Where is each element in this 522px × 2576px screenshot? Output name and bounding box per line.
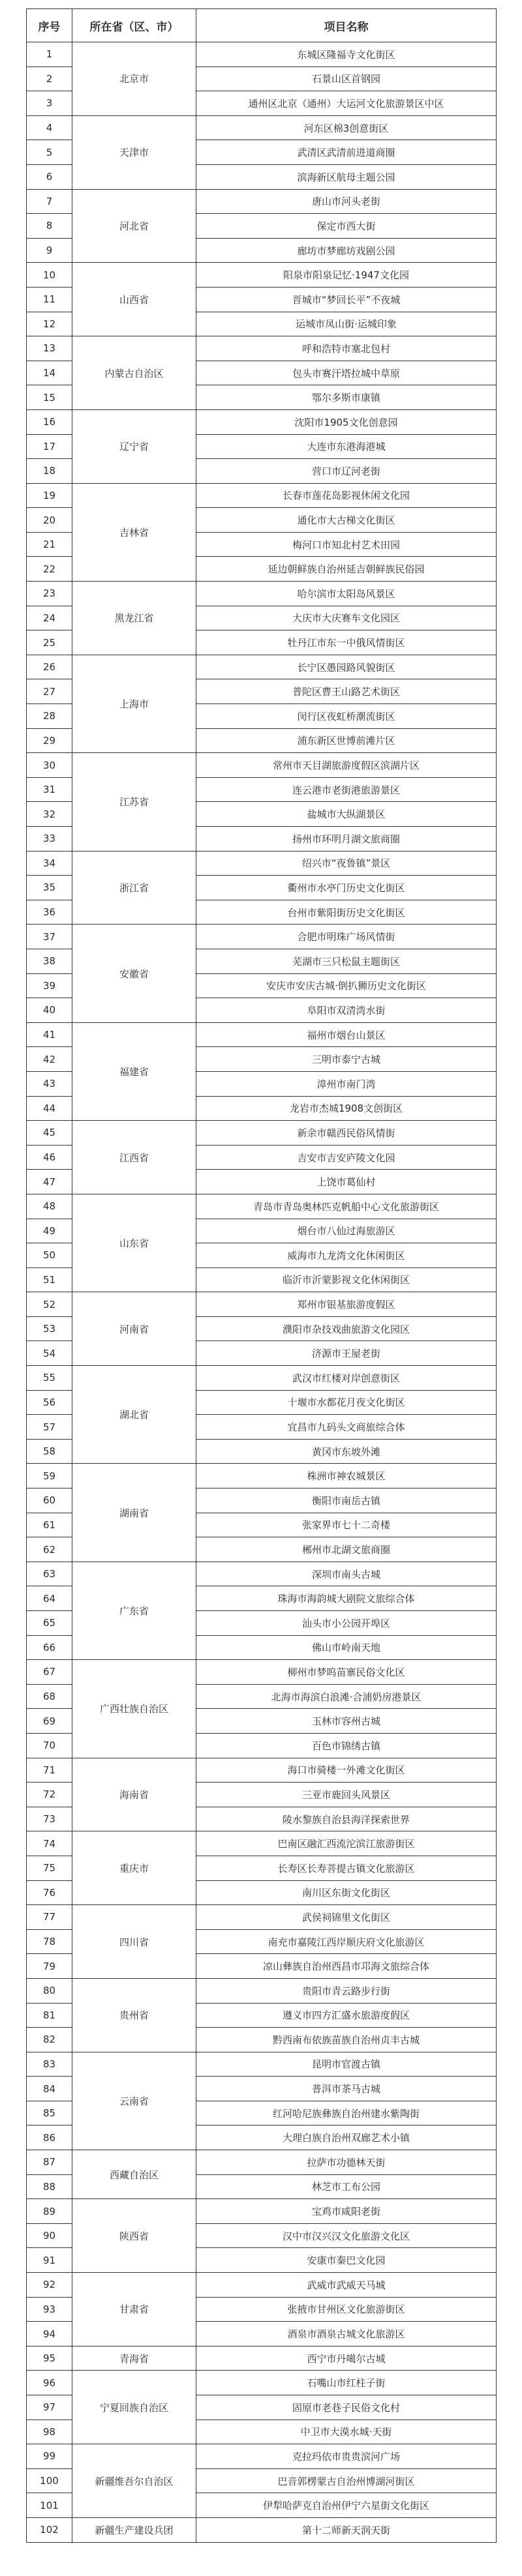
- project-name-cell: 林芝市工布公园: [196, 2174, 497, 2199]
- project-name-cell: 昆明市官渡古镇: [196, 2052, 497, 2077]
- project-name-cell: 濮阳市杂技戏曲旅游文化园区: [196, 1316, 497, 1341]
- project-name-cell: 石嘴山市红柱子街: [196, 2371, 497, 2395]
- project-name-cell: 第十二师新天润天街: [196, 2517, 497, 2542]
- project-name-cell: 克拉玛依市贵贵滨河广场: [196, 2444, 497, 2469]
- project-name-cell: 黄冈市东坡外滩: [196, 1439, 497, 1464]
- project-name-cell: 合肥市明珠广场风情街: [196, 925, 497, 949]
- row-number: 52: [27, 1292, 72, 1317]
- table-row: [27, 2517, 497, 2542]
- row-number: 70: [27, 1733, 72, 1758]
- project-name-cell: 运城市凤山街·运城印象: [196, 312, 497, 336]
- province-cell: 陕西省: [72, 2199, 196, 2273]
- project-name-cell: 牡丹江市东一中俄风情街区: [196, 630, 497, 655]
- project-name-cell: 遵义市四方汇盛水旅游度假区: [196, 2003, 497, 2028]
- row-number: 88: [27, 2174, 72, 2199]
- row-number: 90: [27, 2223, 72, 2248]
- row-number: 12: [27, 312, 72, 336]
- project-name-cell: 长春市莲花岛影视休闲文化园: [196, 483, 497, 508]
- project-name-cell: 保定市西大街: [196, 214, 497, 239]
- row-number: 68: [27, 1684, 72, 1709]
- table-row: [27, 2346, 497, 2371]
- project-name-cell: 柳州市梦呜苗寨民俗文化区: [196, 1660, 497, 1685]
- project-name-cell: 闵行区夜虹桥潮流街区: [196, 704, 497, 729]
- row-number: 10: [27, 263, 72, 288]
- province-cell: 湖南省: [72, 1464, 196, 1562]
- table-row: [27, 1292, 497, 1317]
- row-number: 20: [27, 508, 72, 533]
- row-number: 6: [27, 164, 72, 189]
- table-row: [27, 582, 497, 606]
- project-name-cell: 深圳市南头古城: [196, 1562, 497, 1586]
- table-row: [27, 2444, 497, 2469]
- row-number: 35: [27, 876, 72, 900]
- project-name-cell: 芜湖市三只松鼠主题街区: [196, 949, 497, 973]
- project-name-cell: 威海市九龙湾文化休闲街区: [196, 1243, 497, 1268]
- row-number: 95: [27, 2346, 72, 2371]
- row-number: 80: [27, 1978, 72, 2003]
- project-name-cell: 长寿区长寿菩提古镇文化旅游区: [196, 1856, 497, 1880]
- row-number: 17: [27, 434, 72, 459]
- table-row: [27, 753, 497, 778]
- row-number: 13: [27, 336, 72, 361]
- project-name-cell: 营口市辽河老街: [196, 459, 497, 484]
- province-cell: 海南省: [72, 1758, 196, 1831]
- row-number: 23: [27, 582, 72, 606]
- project-list-sheet: [26, 8, 496, 2543]
- table-row: [27, 1366, 497, 1391]
- project-name-cell: 武清区武清前进道商圈: [196, 140, 497, 165]
- table-row: [27, 1660, 497, 1685]
- province-cell: 江苏省: [72, 753, 196, 851]
- project-name-cell: 百色市锦绣古镇: [196, 1733, 497, 1758]
- row-number: 66: [27, 1635, 72, 1660]
- project-name-cell: 绍兴市“夜鲁镇”景区: [196, 851, 497, 876]
- row-number: 32: [27, 802, 72, 827]
- province-cell: 安徽省: [72, 925, 196, 1022]
- project-name-cell: 大庆市大庆赛车文化园区: [196, 606, 497, 630]
- province-cell: 山西省: [72, 263, 196, 336]
- project-name-cell: 通州区北京（通州）大运河文化旅游景区中区: [196, 91, 497, 116]
- row-number: 5: [27, 140, 72, 165]
- project-name-cell: 新余市赣西民俗风情街: [196, 1121, 497, 1146]
- row-number: 36: [27, 900, 72, 925]
- row-number: 78: [27, 1929, 72, 1954]
- row-number: 69: [27, 1709, 72, 1734]
- header-project: 项目名称: [196, 9, 497, 42]
- province-cell: 浙江省: [72, 851, 196, 925]
- row-number: 81: [27, 2003, 72, 2028]
- project-name-cell: 固原市老巷子民俗文化村: [196, 2395, 497, 2420]
- row-number: 26: [27, 655, 72, 679]
- project-name-cell: 株洲市神农城景区: [196, 1464, 497, 1488]
- project-name-cell: 阳泉市阳泉记忆·1947文化园: [196, 263, 497, 288]
- row-number: 38: [27, 949, 72, 973]
- province-cell: 云南省: [72, 2052, 196, 2150]
- project-name-cell: 烟台市八仙过海旅游区: [196, 1219, 497, 1243]
- project-name-cell: 郑州市银基旅游度假区: [196, 1292, 497, 1317]
- province-cell: 山东省: [72, 1194, 196, 1292]
- table-row: [27, 189, 497, 214]
- project-name-cell: 南川区东街文化街区: [196, 1880, 497, 1905]
- project-name-cell: 梅河口市知北村艺术田园: [196, 532, 497, 557]
- province-cell: 西藏自治区: [72, 2150, 196, 2199]
- table-row: [27, 1194, 497, 1219]
- province-cell: 甘肃省: [72, 2273, 196, 2347]
- province-cell: 上海市: [72, 655, 196, 752]
- row-number: 91: [27, 2248, 72, 2273]
- project-name-cell: 拉萨市功德林天街: [196, 2150, 497, 2175]
- row-number: 7: [27, 189, 72, 214]
- province-cell: 福建省: [72, 1022, 196, 1120]
- row-number: 63: [27, 1562, 72, 1586]
- row-number: 39: [27, 973, 72, 998]
- project-name-cell: 福州市烟台山景区: [196, 1022, 497, 1047]
- row-number: 29: [27, 728, 72, 753]
- table-row: [27, 1121, 497, 1146]
- row-number: 44: [27, 1096, 72, 1121]
- table-body: [27, 42, 497, 2543]
- project-name-cell: 台州市紫阳街历史文化街区: [196, 900, 497, 925]
- table-row: [27, 336, 497, 361]
- project-table: [26, 8, 497, 2543]
- project-name-cell: 普洱市茶马古城: [196, 2077, 497, 2101]
- province-cell: 贵州省: [72, 1978, 196, 2052]
- project-name-cell: 黔西南布依族苗族自治州贞丰古城: [196, 2028, 497, 2052]
- project-name-cell: 武威市武威天马城: [196, 2273, 497, 2298]
- row-number: 2: [27, 67, 72, 91]
- project-name-cell: 常州市天目湖旅游度假区滨湖片区: [196, 753, 497, 778]
- row-number: 16: [27, 409, 72, 434]
- row-number: 8: [27, 214, 72, 239]
- table-row: [27, 925, 497, 949]
- project-name-cell: 漳州市南门湾: [196, 1071, 497, 1096]
- province-cell: 广东省: [72, 1562, 196, 1659]
- province-cell: 宁夏回族自治区: [72, 2371, 196, 2444]
- row-number: 11: [27, 287, 72, 312]
- row-number: 75: [27, 1856, 72, 1880]
- project-name-cell: 汉中市汉兴汉文化旅游文化区: [196, 2223, 497, 2248]
- row-number: 76: [27, 1880, 72, 1905]
- project-name-cell: 海口市骑楼一外滩文化街区: [196, 1758, 497, 1783]
- row-number: 94: [27, 2322, 72, 2347]
- row-number: 48: [27, 1194, 72, 1219]
- row-number: 1: [27, 42, 72, 67]
- row-number: 49: [27, 1219, 72, 1243]
- province-cell: 新疆维吾尔自治区: [72, 2444, 196, 2518]
- project-name-cell: 衡阳市南岳古镇: [196, 1488, 497, 1513]
- project-name-cell: 西宁市丹噶尔古城: [196, 2346, 497, 2371]
- row-number: 34: [27, 851, 72, 876]
- project-name-cell: 伊犁哈萨克自治州伊宁六星街文化街区: [196, 2493, 497, 2518]
- row-number: 58: [27, 1439, 72, 1464]
- table-row: [27, 1831, 497, 1856]
- row-number: 45: [27, 1121, 72, 1146]
- province-cell: 北京市: [72, 42, 196, 116]
- row-number: 60: [27, 1488, 72, 1513]
- project-name-cell: 张家界市七十二奇楼: [196, 1513, 497, 1537]
- row-number: 28: [27, 704, 72, 729]
- project-name-cell: 通化市大古梯文化街区: [196, 508, 497, 533]
- project-name-cell: 酒泉市酒泉古城文化旅游区: [196, 2322, 497, 2347]
- province-cell: 新疆生产建设兵团: [72, 2517, 196, 2542]
- row-number: 89: [27, 2199, 72, 2224]
- project-name-cell: 延边朝鲜族自治州延吉朝鲜族民俗园: [196, 557, 497, 582]
- project-name-cell: 汕头市小公园开埠区: [196, 1611, 497, 1636]
- province-cell: 河南省: [72, 1292, 196, 1366]
- row-number: 40: [27, 998, 72, 1023]
- row-number: 59: [27, 1464, 72, 1488]
- project-name-cell: 呼和浩特市塞北包村: [196, 336, 497, 361]
- project-name-cell: 郴州市北湖文旅商圈: [196, 1537, 497, 1562]
- project-name-cell: 北海市海滨白浪滩·合浦奶房港景区: [196, 1684, 497, 1709]
- project-name-cell: 中卫市大漠水城·天街: [196, 2420, 497, 2444]
- project-name-cell: 武侯祠锦里文化街区: [196, 1905, 497, 1930]
- row-number: 31: [27, 777, 72, 802]
- province-cell: 广西壮族自治区: [72, 1660, 196, 1758]
- project-name-cell: 宝鸡市咸阳老街: [196, 2199, 497, 2224]
- row-number: 22: [27, 557, 72, 582]
- table-header: [27, 9, 497, 42]
- table-row: [27, 263, 497, 288]
- project-name-cell: 沈阳市1905文化创意园: [196, 409, 497, 434]
- table-row: [27, 2052, 497, 2077]
- row-number: 92: [27, 2273, 72, 2298]
- row-number: 43: [27, 1071, 72, 1096]
- project-name-cell: 晋城市“梦回长平”不夜城: [196, 287, 497, 312]
- project-name-cell: 连云港市老街港旅游景区: [196, 777, 497, 802]
- table-row: [27, 483, 497, 508]
- project-name-cell: 临沂市沂蒙影视文化休闲街区: [196, 1267, 497, 1292]
- province-cell: 四川省: [72, 1905, 196, 1979]
- project-name-cell: 扬州市环明月湖文旅商圈: [196, 827, 497, 851]
- row-number: 101: [27, 2493, 72, 2518]
- header-row: [27, 9, 497, 42]
- table-row: [27, 1464, 497, 1488]
- project-name-cell: 吉安市吉安庐陵文化园: [196, 1145, 497, 1170]
- row-number: 83: [27, 2052, 72, 2077]
- row-number: 77: [27, 1905, 72, 1930]
- project-name-cell: 普陀区曹王山路艺术街区: [196, 679, 497, 704]
- province-cell: 吉林省: [72, 483, 196, 581]
- project-name-cell: 包头市赛汗塔拉城中草原: [196, 361, 497, 385]
- project-name-cell: 十堰市水都花月夜文化街区: [196, 1390, 497, 1415]
- project-name-cell: 凉山彝族自治州西昌市邛海文旅综合体: [196, 1954, 497, 1979]
- project-name-cell: 长宁区愚园路风貌街区: [196, 655, 497, 679]
- table-row: [27, 115, 497, 140]
- project-name-cell: 佛山市岭南天地: [196, 1635, 497, 1660]
- project-name-cell: 武汉市红楼对岸创意街区: [196, 1366, 497, 1391]
- row-number: 72: [27, 1783, 72, 1807]
- project-name-cell: 河东区棉3创意街区: [196, 115, 497, 140]
- project-name-cell: 济源市王屋老街: [196, 1341, 497, 1366]
- project-name-cell: 宜昌市九码头文商旅综合体: [196, 1415, 497, 1440]
- project-name-cell: 红河哈尼族彝族自治州建水紫陶街: [196, 2101, 497, 2125]
- province-cell: 湖北省: [72, 1366, 196, 1464]
- row-number: 82: [27, 2028, 72, 2052]
- row-number: 33: [27, 827, 72, 851]
- table-row: [27, 1562, 497, 1586]
- table-row: [27, 2273, 497, 2298]
- row-number: 86: [27, 2125, 72, 2150]
- project-name-cell: 盐城市大纵湖景区: [196, 802, 497, 827]
- row-number: 53: [27, 1316, 72, 1341]
- province-cell: 重庆市: [72, 1831, 196, 1905]
- row-number: 14: [27, 361, 72, 385]
- row-number: 9: [27, 238, 72, 263]
- project-name-cell: 安庆市安庆古城·倒扒狮历史文化街区: [196, 973, 497, 998]
- project-name-cell: 陵水黎族自治县海洋探索世界: [196, 1807, 497, 1831]
- project-name-cell: 玉林市容州古城: [196, 1709, 497, 1734]
- project-name-cell: 阜阳市双清湾水街: [196, 998, 497, 1023]
- project-name-cell: 滨海新区航母主题公园: [196, 164, 497, 189]
- row-number: 19: [27, 483, 72, 508]
- province-cell: 青海省: [72, 2346, 196, 2371]
- table-row: [27, 851, 497, 876]
- row-number: 56: [27, 1390, 72, 1415]
- project-name-cell: 大理白族自治州双廊艺术小镇: [196, 2125, 497, 2150]
- row-number: 64: [27, 1586, 72, 1611]
- project-name-cell: 巴音郭楞蒙古自治州博湖河街区: [196, 2468, 497, 2493]
- project-name-cell: 鄂尔多斯市康镇: [196, 385, 497, 410]
- header-province: 所在省（区、市）: [72, 9, 196, 42]
- row-number: 65: [27, 1611, 72, 1636]
- row-number: 100: [27, 2468, 72, 2493]
- row-number: 18: [27, 459, 72, 484]
- province-cell: 天津市: [72, 115, 196, 189]
- table-row: [27, 409, 497, 434]
- row-number: 47: [27, 1170, 72, 1194]
- row-number: 27: [27, 679, 72, 704]
- table-row: [27, 1905, 497, 1930]
- row-number: 37: [27, 925, 72, 949]
- row-number: 79: [27, 1954, 72, 1979]
- row-number: 21: [27, 532, 72, 557]
- province-cell: 辽宁省: [72, 409, 196, 483]
- row-number: 3: [27, 91, 72, 116]
- project-name-cell: 廊坊市梦廊坊戏剧公园: [196, 238, 497, 263]
- row-number: 42: [27, 1047, 72, 1072]
- row-number: 51: [27, 1267, 72, 1292]
- row-number: 30: [27, 753, 72, 778]
- table-row: [27, 2371, 497, 2395]
- row-number: 61: [27, 1513, 72, 1537]
- project-name-cell: 三亚市鹿回头风景区: [196, 1783, 497, 1807]
- project-name-cell: 珠海市海韵城大剧院文旅综合体: [196, 1586, 497, 1611]
- table-row: [27, 655, 497, 679]
- project-name-cell: 张掖市甘州区文化旅游街区: [196, 2297, 497, 2322]
- project-name-cell: 龙岩市杰城1908文创街区: [196, 1096, 497, 1121]
- row-number: 85: [27, 2101, 72, 2125]
- table-row: [27, 42, 497, 67]
- project-name-cell: 哈尔滨市太阳岛风景区: [196, 582, 497, 606]
- table-row: [27, 1758, 497, 1783]
- project-name-cell: 三明市泰宁古城: [196, 1047, 497, 1072]
- project-name-cell: 衢州市水亭门历史文化街区: [196, 876, 497, 900]
- row-number: 41: [27, 1022, 72, 1047]
- province-cell: 内蒙古自治区: [72, 336, 196, 410]
- row-number: 84: [27, 2077, 72, 2101]
- province-cell: 江西省: [72, 1121, 196, 1194]
- row-number: 25: [27, 630, 72, 655]
- row-number: 57: [27, 1415, 72, 1440]
- project-name-cell: 南充市嘉陵江西岸顺庆府文化旅游区: [196, 1929, 497, 1954]
- row-number: 24: [27, 606, 72, 630]
- project-name-cell: 巴南区融汇西流沱滨江旅游街区: [196, 1831, 497, 1856]
- table-row: [27, 2150, 497, 2175]
- row-number: 96: [27, 2371, 72, 2395]
- project-name-cell: 唐山市河头老街: [196, 189, 497, 214]
- table-row: [27, 1022, 497, 1047]
- project-name-cell: 上饶市葛仙村: [196, 1170, 497, 1194]
- header-number: 序号: [27, 9, 72, 42]
- row-number: 54: [27, 1341, 72, 1366]
- row-number: 97: [27, 2395, 72, 2420]
- project-name-cell: 东城区隆福寺文化街区: [196, 42, 497, 67]
- province-cell: 河北省: [72, 189, 196, 263]
- row-number: 74: [27, 1831, 72, 1856]
- project-name-cell: 贵阳市青云路步行街: [196, 1978, 497, 2003]
- project-name-cell: 安康市秦巴文化园: [196, 2248, 497, 2273]
- table-row: [27, 1978, 497, 2003]
- row-number: 73: [27, 1807, 72, 1831]
- row-number: 62: [27, 1537, 72, 1562]
- project-name-cell: 浦东新区世博前滩片区: [196, 728, 497, 753]
- row-number: 99: [27, 2444, 72, 2469]
- row-number: 4: [27, 115, 72, 140]
- row-number: 87: [27, 2150, 72, 2175]
- row-number: 50: [27, 1243, 72, 1268]
- province-cell: 黑龙江省: [72, 582, 196, 655]
- project-name-cell: 石景山区首钢园: [196, 67, 497, 91]
- row-number: 71: [27, 1758, 72, 1783]
- project-name-cell: 青岛市青岛奥林匹克帆船中心文化旅游街区: [196, 1194, 497, 1219]
- table-row: [27, 2199, 497, 2224]
- row-number: 67: [27, 1660, 72, 1685]
- row-number: 15: [27, 385, 72, 410]
- row-number: 55: [27, 1366, 72, 1391]
- project-name-cell: 大连市东港海港城: [196, 434, 497, 459]
- row-number: 93: [27, 2297, 72, 2322]
- row-number: 102: [27, 2517, 72, 2542]
- row-number: 98: [27, 2420, 72, 2444]
- row-number: 46: [27, 1145, 72, 1170]
